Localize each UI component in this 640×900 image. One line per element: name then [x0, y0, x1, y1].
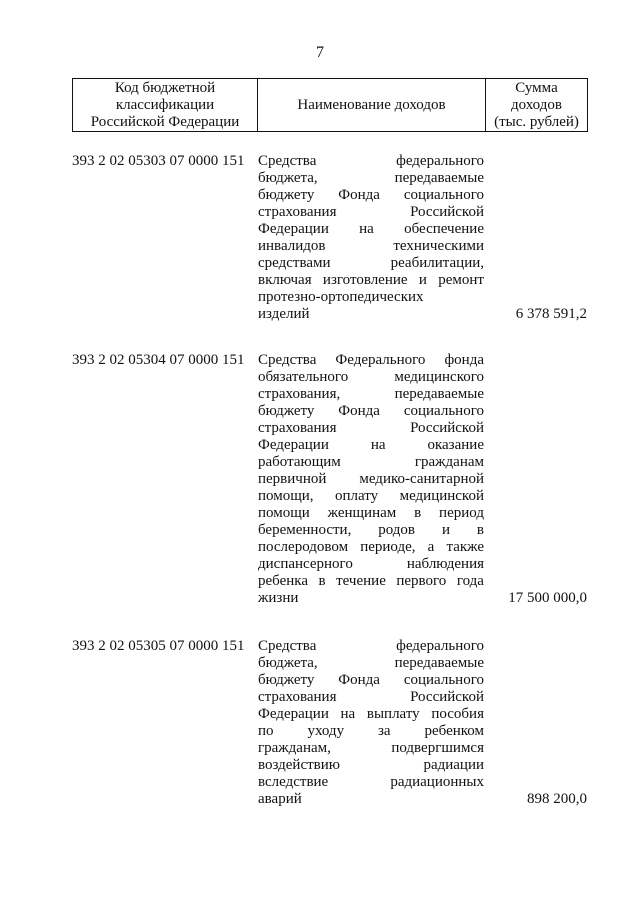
name-word: федерального [396, 638, 484, 654]
name-line [258, 289, 484, 306]
name-word: первичной [258, 471, 327, 487]
name-line [258, 272, 484, 289]
name-word: медицинской [399, 488, 484, 504]
name-line [258, 590, 484, 607]
name-word: послеродовом [258, 539, 349, 555]
row-code: 393 2 02 05305 07 0000 151 [72, 638, 245, 654]
name-line [258, 437, 484, 454]
name-line [258, 454, 484, 471]
name-word: года [456, 573, 484, 589]
name-word: пособия [431, 706, 484, 722]
name-word: страхования [258, 204, 337, 220]
name-word: реабилитации, [390, 255, 484, 271]
row-sum: 898 200,0 [527, 791, 587, 807]
name-word: аварий [258, 791, 302, 807]
header-name-column: Наименование доходов [258, 79, 486, 131]
name-word: ребенком [424, 723, 484, 739]
name-word: помощи [258, 505, 310, 521]
name-line [258, 706, 484, 723]
name-word: Федерации [258, 221, 329, 237]
name-line [258, 655, 484, 672]
name-line [258, 187, 484, 204]
row-sum: 17 500 000,0 [508, 590, 587, 606]
name-word: в [414, 505, 422, 521]
name-word: страхования [258, 420, 337, 436]
name-line [258, 539, 484, 556]
name-word: федерального [396, 153, 484, 169]
name-word: на [370, 437, 386, 453]
name-line [258, 153, 484, 170]
name-line [258, 505, 484, 522]
row-sum: 6 378 591,2 [515, 306, 587, 322]
name-line [258, 791, 484, 808]
name-word: бюджету [258, 403, 315, 419]
name-line [258, 386, 484, 403]
name-word: обеспечение [404, 221, 484, 237]
name-word: обязательного [258, 369, 349, 385]
name-word: женщинам [327, 505, 397, 521]
name-word: Федерации [258, 706, 329, 722]
name-line [258, 352, 484, 369]
name-word: социального [403, 187, 484, 203]
name-word: периоде, [360, 539, 416, 555]
name-line [258, 689, 484, 706]
name-line [258, 723, 484, 740]
name-word: диспансерного [258, 556, 353, 572]
name-line [258, 488, 484, 505]
name-word: передаваемые [394, 655, 484, 671]
name-line [258, 306, 484, 323]
table-header [72, 78, 588, 132]
name-word: Фонда [338, 672, 380, 688]
name-word: страхования [258, 689, 337, 705]
name-word: медицинского [394, 369, 484, 385]
name-line [258, 403, 484, 420]
name-word: Российской [410, 204, 484, 220]
name-word: и [441, 522, 450, 538]
name-word: бюджету [258, 187, 315, 203]
name-word: выплату [366, 706, 420, 722]
header-sum-column: Сумма доходов (тыс. рублей) [494, 79, 579, 130]
name-word: подвергшимся [391, 740, 484, 756]
row-name [258, 638, 484, 808]
name-word: беременности, [258, 522, 352, 538]
name-word: передаваемые [394, 386, 484, 402]
name-word: Российской [410, 689, 484, 705]
name-word: бюджета, [258, 655, 318, 671]
name-line [258, 255, 484, 272]
name-word: Российской [410, 420, 484, 436]
name-line [258, 204, 484, 221]
name-line [258, 740, 484, 757]
name-word: Федерального [335, 352, 426, 368]
row-code: 393 2 02 05303 07 0000 151 [72, 153, 245, 169]
name-word: социального [403, 672, 484, 688]
name-word: наблюдения [406, 556, 484, 572]
name-word: также [446, 539, 484, 555]
name-word: радиации [423, 757, 484, 773]
name-word: первого [396, 573, 447, 589]
name-word: страхования, [258, 386, 341, 402]
name-word: передаваемые [394, 170, 484, 186]
row-name [258, 153, 484, 323]
name-word: инвалидов [258, 238, 326, 254]
name-word: Фонда [338, 187, 380, 203]
name-word: родов [378, 522, 416, 538]
name-word: а [427, 539, 435, 555]
name-word: Средства [258, 638, 317, 654]
name-word: социального [403, 403, 484, 419]
name-line [258, 221, 484, 238]
name-word: помощи, [258, 488, 314, 504]
name-word: и [418, 272, 427, 288]
header-code-column: Код бюджетной классификации Российской Федерации [73, 79, 258, 131]
name-line [258, 757, 484, 774]
name-word: воздействию [258, 757, 340, 773]
name-word: ремонт [438, 272, 484, 288]
name-word: гражданам, [258, 740, 331, 756]
name-word: гражданам [414, 454, 484, 470]
row-code: 393 2 02 05304 07 0000 151 [72, 352, 245, 368]
name-line [258, 420, 484, 437]
name-word: Средства [258, 153, 317, 169]
name-word: оплату [335, 488, 379, 504]
name-word: медико-санитарной [359, 471, 484, 487]
name-word: на [340, 706, 356, 722]
row-name [258, 352, 484, 607]
name-word: изделий [258, 306, 310, 322]
name-word: бюджету [258, 672, 315, 688]
name-word: за [377, 723, 391, 739]
name-word: ребенка [258, 573, 308, 589]
name-word: Федерации [258, 437, 329, 453]
name-word: в [318, 573, 326, 589]
name-word: бюджета, [258, 170, 318, 186]
name-word: фонда [444, 352, 484, 368]
name-word: жизни [258, 590, 299, 606]
name-word: уходу [307, 723, 345, 739]
name-line [258, 170, 484, 187]
name-word: по [258, 723, 274, 739]
name-word: Средства [258, 352, 317, 368]
name-word: работающим [258, 454, 341, 470]
name-word: радиационных [390, 774, 484, 790]
name-word: протезно-ортопедических [258, 289, 424, 305]
name-word: средствами [258, 255, 331, 271]
name-line [258, 638, 484, 655]
name-line [258, 522, 484, 539]
name-line [258, 573, 484, 590]
name-word: Фонда [338, 403, 380, 419]
name-word: на [359, 221, 374, 237]
name-line [258, 238, 484, 255]
name-word: вследствие [258, 774, 329, 790]
name-line [258, 471, 484, 488]
name-word: в [476, 522, 484, 538]
name-line [258, 556, 484, 573]
name-word: течение [336, 573, 386, 589]
page-number: 7 [316, 44, 324, 61]
name-word: оказание [427, 437, 484, 453]
name-line [258, 774, 484, 791]
name-line [258, 369, 484, 386]
name-word: период [439, 505, 484, 521]
name-line [258, 672, 484, 689]
name-word: техническими [393, 238, 484, 254]
name-word: включая [258, 272, 312, 288]
name-word: изготовление [322, 272, 408, 288]
